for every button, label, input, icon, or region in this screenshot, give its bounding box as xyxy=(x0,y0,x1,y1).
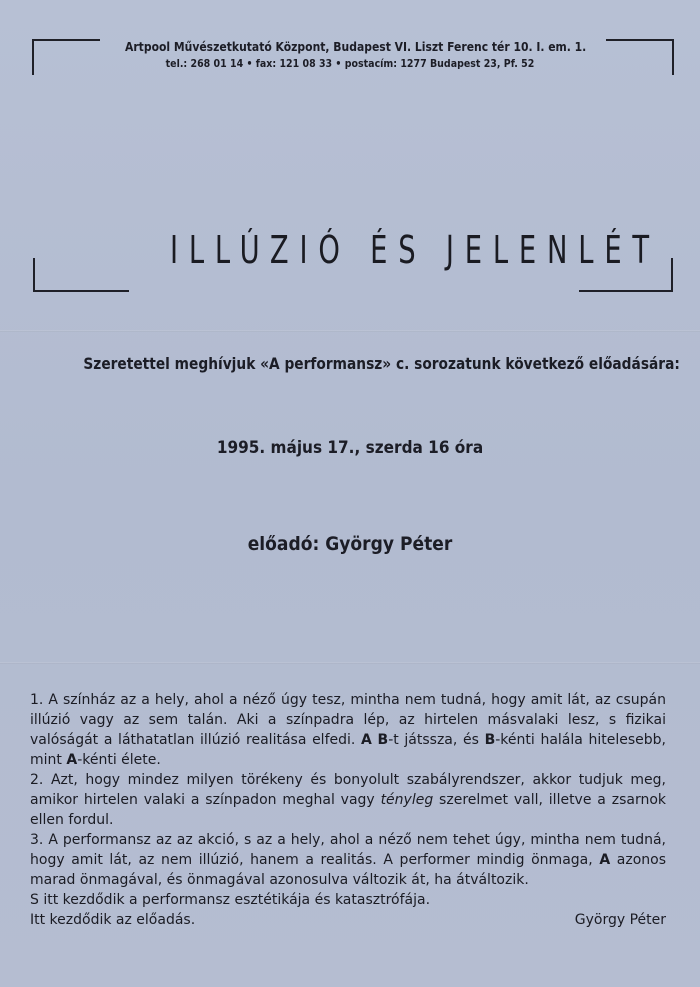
paragraph-2-text: 2. Azt, hogy mindez milyen törékeny és bonyolult szabályrendszer, akkor tudjuk meg, amikor hirtelen valaki a színpadon meghal vagy xyxy=(30,772,666,808)
italic-word: tényleg xyxy=(380,792,434,808)
event-date: 1995. május 17., szerda 16 óra xyxy=(216,438,484,458)
closing-line: Itt kezdődik az előadás. xyxy=(30,912,196,928)
paragraph-2-text-2: szerelmet vall, illetve a zsarnok ellen fordul. xyxy=(30,792,666,828)
paragraph-3-text-2: azonos marad önmagával, és önmagával azonosulva változik át, ha átváltozik. xyxy=(30,852,666,888)
paragraph-1-text-3: -kénti halála hitelesebb, mint xyxy=(30,732,666,768)
invitation-line: Szeretettel meghívjuk «A performansz» c. sorozatunk következő előadására: xyxy=(83,354,680,373)
bold-letter-b-2: B xyxy=(484,732,496,748)
signature: György Péter xyxy=(574,912,666,928)
corner-bracket-top-right xyxy=(606,39,674,75)
paragraph-2 xyxy=(30,770,666,830)
paragraph-1-text-4: -kénti élete. xyxy=(77,752,161,768)
bold-letter-b: B xyxy=(377,732,389,748)
letterhead-address: Artpool Művészetkutató Központ, Budapest VI. Liszt Ferenc tér 10. I. em. 1. xyxy=(125,40,587,54)
corner-bracket-title-left xyxy=(33,258,129,292)
paragraph-3 xyxy=(30,830,666,890)
paragraph-4: S itt kezdődik a performansz esztétikája és katasztrófája. xyxy=(30,892,431,908)
body-text xyxy=(30,690,666,930)
closing-row xyxy=(30,910,666,930)
paragraph-3-text: 3. A performansz az az akció, s az a hely, ahol a néző nem tehet úgy, mintha nem tudná, hogy amit lát, az nem illúzió, hanem a realitás. A performer mindig önmaga, xyxy=(30,832,666,868)
bold-letter-a: A xyxy=(361,732,372,748)
paragraph-1-text-2: -t játssza, és xyxy=(388,732,485,748)
paragraph-1 xyxy=(30,690,666,770)
bold-letter-a-2: A xyxy=(66,752,78,768)
fold-line-upper xyxy=(0,330,700,332)
fold-line-lower xyxy=(0,662,700,664)
letterhead-contact: tel.: 268 01 14 • fax: 121 08 33 • postacím: 1277 Budapest 23, Pf. 52 xyxy=(165,57,535,70)
letterhead xyxy=(100,38,600,72)
event-title: ILLÚZIÓ ÉS JELENLÉT xyxy=(170,228,660,272)
corner-bracket-top-left xyxy=(32,39,100,75)
paragraph-1-text: 1. A színház az a hely, ahol a néző úgy tesz, mintha nem tudná, hogy amit lát, az csupán illúzió vagy az sem talán. Aki a színpadra lép, az hirtelen másvalaki lesz, s fizikai valóságát a láthatatlan illúzió realitása elfedi. xyxy=(30,692,666,748)
bold-letter-a-3: A xyxy=(599,852,611,868)
event-speaker: előadó: György Péter xyxy=(247,533,453,555)
